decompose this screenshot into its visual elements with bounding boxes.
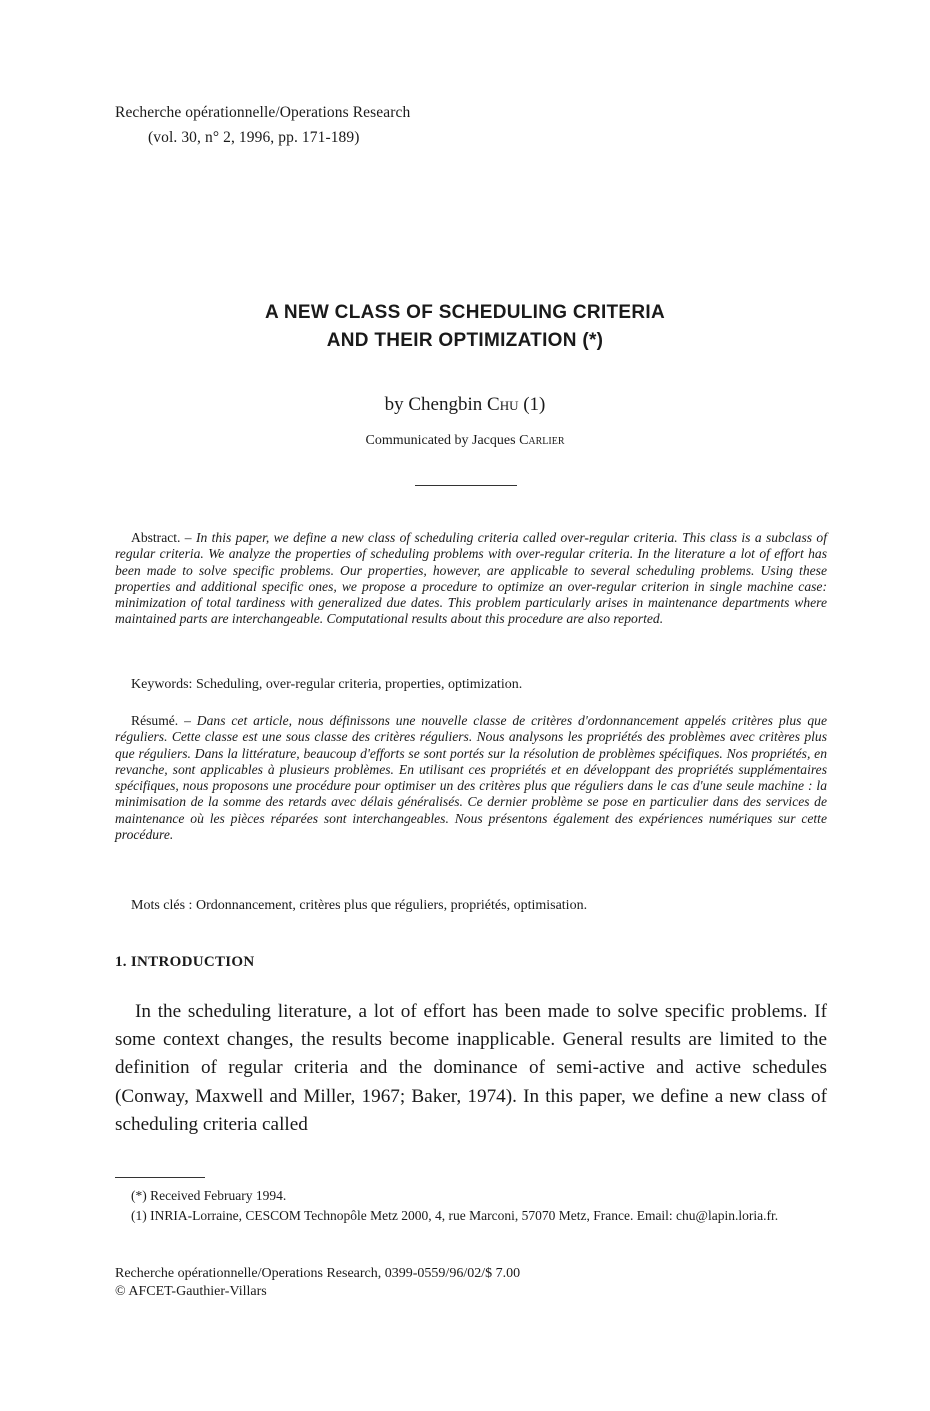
publisher-block [115, 1265, 520, 1301]
publisher-line-2: © AFCET-Gauthier-Villars [115, 1284, 267, 1299]
communicated-prefix: Communicated by Jacques [365, 433, 516, 448]
resume-text: Dans cet article, nous définissons une nouvelle classe de critères d'ordonnancement appelés critères plus que réguliers. Cette classe est une sous classe des critères réguliers. Nous analysons les propriétés des problèmes avec critères plus que réguliers. Dans la littérature, beaucoup d'efforts se sont portés sur la résolution de problèmes spécifiques. Nos propriétés, en revanche, sont applicables à plusieurs problèmes. En utilisant ces propriétés et en développant des propriétés supplémentaires spécifiques, nous proposons une procédure pour optimiser un des critères plus que réguliers dans le cas d'une seule machine : la minimisation de la somme des retards avec délais généralisés. Ce dernier problème se pose en particulier dans des services de maintenance où les pièces réparées sont interchangeables. Nous présentons également des expériences numériques sur cette procédure. [115, 713, 827, 843]
title-line-2: AND THEIR OPTIMIZATION (*) [326, 330, 604, 351]
abstract-paragraph [115, 530, 827, 628]
publisher-line-1: Recherche opérationnelle/Operations Research, 0399-0559/96/02/$ 7.00 [115, 1266, 521, 1281]
footnote-affil-text: INRIA-Lorraine, CESCOM Technopôle Metz 2000, 4, rue Marconi, 57070 Metz, France. Email: chu@lapin.loria.fr. [150, 1208, 779, 1223]
author-note: (1) [523, 394, 546, 415]
footnote-affiliation [115, 1207, 827, 1224]
title-divider [415, 485, 517, 486]
journal-name: Recherche opérationnelle/Operations Research [115, 104, 411, 121]
abstract-label: Abstract. – [131, 530, 192, 545]
footnote-received-text: Received February 1994. [150, 1188, 287, 1203]
keywords-text: Scheduling, over-regular criteria, properties, optimization. [195, 677, 523, 692]
footnote-affil-mark: (1) [131, 1208, 147, 1223]
communicated-line [0, 433, 930, 449]
paper-title [0, 299, 930, 355]
keywords-label: Keywords: [131, 677, 193, 692]
title-line-1: A NEW CLASS OF SCHEDULING CRITERIA [264, 302, 666, 323]
abstract-text: In this paper, we define a new class of scheduling criteria called over-regular criteria. This class is a subclass of regular criteria. We analyze the properties of scheduling problems with over-regular criteria. In the literature a lot of effort has been made to solve specific problems. Our properties, however, are applicable to several scheduling problems. Using these properties and additional specific ones, we propose a procedure to optimize an over-regular criterion in single machine case: minimization of total tardiness with generalized due dates. This problem particularly arises in maintenance departments where maintained parts are interchangeable. Computational results about this procedure are also reported. [115, 530, 827, 627]
journal-volume: (vol. 30, n° 2, 1996, pp. 171-189) [148, 129, 360, 146]
footnote-divider [115, 1177, 205, 1178]
resume-paragraph [115, 713, 827, 843]
footnote-received-mark: (*) [131, 1188, 147, 1203]
resume-label: Résumé. – [131, 713, 191, 728]
footnote-received [115, 1187, 827, 1204]
keywords-line [131, 677, 831, 693]
author-line [0, 394, 930, 416]
author-prefix: by Chengbin [384, 394, 483, 415]
section-heading: 1. INTRODUCTION [115, 954, 255, 970]
mots-cles-label: Mots clés : [131, 898, 193, 913]
author-surname: Chu [487, 394, 519, 415]
communicated-surname: Carlier [519, 433, 565, 448]
intro-paragraph: In the scheduling literature, a lot of effort has been made to solve specific problems. If some context changes, the results become inapplicable. General results are limited to the definition of regular criteria and the dominance of semi-active and active schedules (Conway, Maxwell and Miller, 1967; Baker, 1974). In this paper, we define a new class of scheduling criteria called [115, 1001, 827, 1135]
mots-cles-line [131, 898, 831, 914]
mots-cles-text: Ordonnancement, critères plus que réguliers, propriétés, optimisation. [195, 898, 588, 913]
